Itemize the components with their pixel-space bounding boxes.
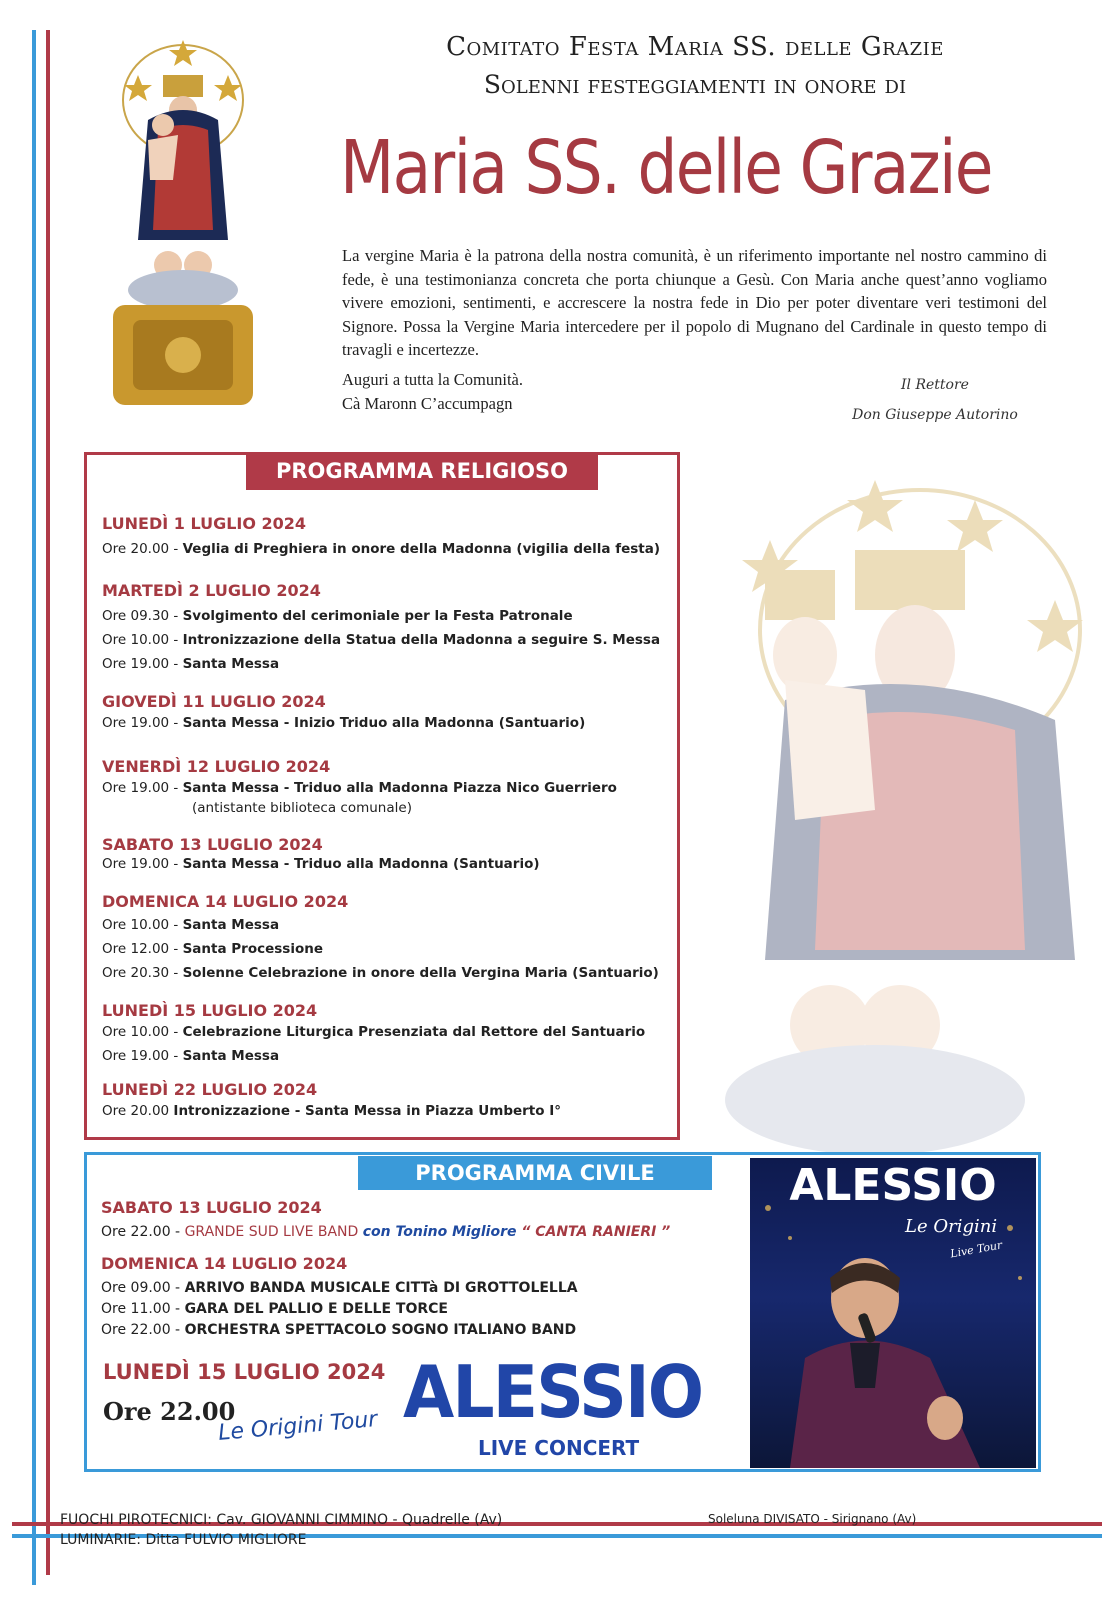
event-row: Ore 20.00 - Veglia di Preghiera in onore della Madonna (vigilia della festa) — [102, 541, 661, 557]
event-row: Ore 09.30 - Svolgimento del cerimoniale per la Festa Patronale — [102, 608, 573, 624]
event-row: Ore 19.00 - Santa Messa - Inizio Triduo alla Madonna (Santuario) — [102, 715, 586, 731]
religious-day-7 — [102, 1001, 692, 1064]
greeting-line-1: Auguri a tutta la Comunità. — [342, 370, 524, 389]
day-heading: MARTEDÌ 2 LUGLIO 2024 — [102, 581, 321, 600]
day-heading: GIOVEDÌ 11 LUGLIO 2024 — [102, 692, 326, 711]
concert-tour-name: Le Origini Tour — [217, 1407, 379, 1446]
event-row: Ore 20.00 Intronizzazione - Santa Messa in Piazza Umberto I° — [102, 1103, 562, 1119]
event-row-note: (antistante biblioteca comunale) — [192, 800, 412, 816]
civil-event-row: Ore 11.00 - GARA DEL PALLIO E DELLE TORCE — [101, 1301, 448, 1317]
day-heading: LUNEDÌ 1 LUGLIO 2024 — [102, 514, 307, 533]
subtitle-header: Solenni festeggiamenti in onore di — [483, 70, 907, 99]
civil-event-row: Ore 22.00 - ORCHESTRA SPETTACOLO SOGNO ITALIANO BAND — [101, 1322, 577, 1338]
day-heading: DOMENICA 14 LUGLIO 2024 — [102, 892, 349, 911]
event-row: Ore 20.30 - Solenne Celebrazione in onore della Vergina Maria (Santuario) — [102, 965, 659, 981]
poster-tour-label: Live Tour — [949, 1238, 1004, 1261]
greeting-line-2: Cà Maronn C’accumpagn — [342, 394, 513, 413]
artist-poster-image — [750, 1158, 1036, 1468]
intro-paragraph: La vergine Maria è la patrona della nostra comunità, è un riferimento importante nel nostro cammino di fede, è una testimonianza concreta che porta chiunque a Gesù. Con Maria anche quest’anno vogliamo vivere emozioni, sentimenti, e accrescere la nostra fede in Dio per poter diventare veri testimoni del Signore. Possa la Vergine Maria intercedere per il popolo di Mugnano del Cardinale in questo tempo di travagli e incertezze. — [342, 246, 1047, 359]
concert-time: Ore 22.00 — [103, 1397, 236, 1426]
event-row: Ore 10.00 - Intronizzazione della Statua della Madonna a seguire S. Messa — [102, 632, 661, 648]
civil-day-2-heading: DOMENICA 14 LUGLIO 2024 — [101, 1254, 348, 1273]
signature-name: Don Giuseppe Autorino — [852, 407, 1018, 423]
concert-label: LIVE CONCERT — [478, 1436, 640, 1460]
frame-line-blue — [32, 30, 36, 1585]
event-row: Ore 10.00 - Santa Messa — [102, 917, 280, 933]
footer-fireworks: FUOCHI PIROTECNICI: Cav. GIOVANNI CIMMINO - Quadrelle (Av) — [60, 1512, 503, 1528]
civil-event-row: Ore 09.00 - ARRIVO BANDA MUSICALE CITTà DI GROTTOLELLA — [101, 1280, 578, 1296]
greeting — [342, 368, 523, 416]
civil-day-1-heading: SABATO 13 LUGLIO 2024 — [101, 1198, 322, 1217]
day-heading: LUNEDÌ 15 LUGLIO 2024 — [102, 1001, 318, 1020]
event-row: Ore 10.00 - Celebrazione Liturgica Presenziata dal Rettore del Santuario — [102, 1024, 646, 1040]
religious-program-title: PROGRAMMA RELIGIOSO — [246, 452, 598, 490]
committee-header: Comitato Festa Maria SS. delle Grazie — [446, 32, 944, 62]
page-title: Maria SS. delle Grazie — [340, 125, 992, 211]
signature-role: Il Rettore — [901, 377, 969, 393]
event-row: Ore 19.00 - Santa Messa - Triduo alla Madonna Piazza Nico Guerriero — [102, 780, 617, 796]
civil-program-title: PROGRAMMA CIVILE — [358, 1156, 712, 1190]
religious-day-5 — [102, 835, 692, 872]
event-row: Ore 19.00 - Santa Messa - Triduo alla Madonna (Santuario) — [102, 856, 540, 872]
footer-sound: Soleluna DIVISATO - Sirignano (Av) — [708, 1512, 917, 1526]
madonna-statue-faded-image — [725, 480, 1095, 1160]
event-row: Ore 12.00 - Santa Processione — [102, 941, 324, 957]
religious-day-1 — [102, 514, 692, 557]
poster-subtitle: Le Origini — [905, 1216, 998, 1237]
footer-lights: LUMINARIE: Ditta FULVIO MIGLIORE — [60, 1532, 307, 1548]
event-row: Ore 19.00 - Santa Messa — [102, 1048, 280, 1064]
day-heading: LUNEDÌ 22 LUGLIO 2024 — [102, 1080, 318, 1099]
poster-title: ALESSIO — [789, 1160, 997, 1211]
day-heading: VENERDÌ 12 LUGLIO 2024 — [102, 757, 331, 776]
footer-credits — [60, 1510, 502, 1550]
concert-artist: ALESSIO — [403, 1350, 703, 1434]
signature — [835, 370, 1035, 430]
event-row: Ore 19.00 - Santa Messa — [102, 656, 280, 672]
religious-day-8 — [102, 1080, 692, 1119]
civil-event-row: Ore 22.00 - GRANDE SUD LIVE BAND con Tonino Migliore “ CANTA RANIERI ” — [101, 1224, 671, 1240]
frame-line-red — [46, 30, 50, 1575]
religious-day-3 — [102, 692, 692, 731]
religious-day-4 — [102, 757, 692, 816]
day-heading: SABATO 13 LUGLIO 2024 — [102, 835, 323, 854]
religious-day-2 — [102, 581, 692, 672]
religious-day-6 — [102, 892, 692, 981]
madonna-statue-image — [78, 30, 278, 420]
concert-day-heading: LUNEDÌ 15 LUGLIO 2024 — [103, 1360, 386, 1384]
